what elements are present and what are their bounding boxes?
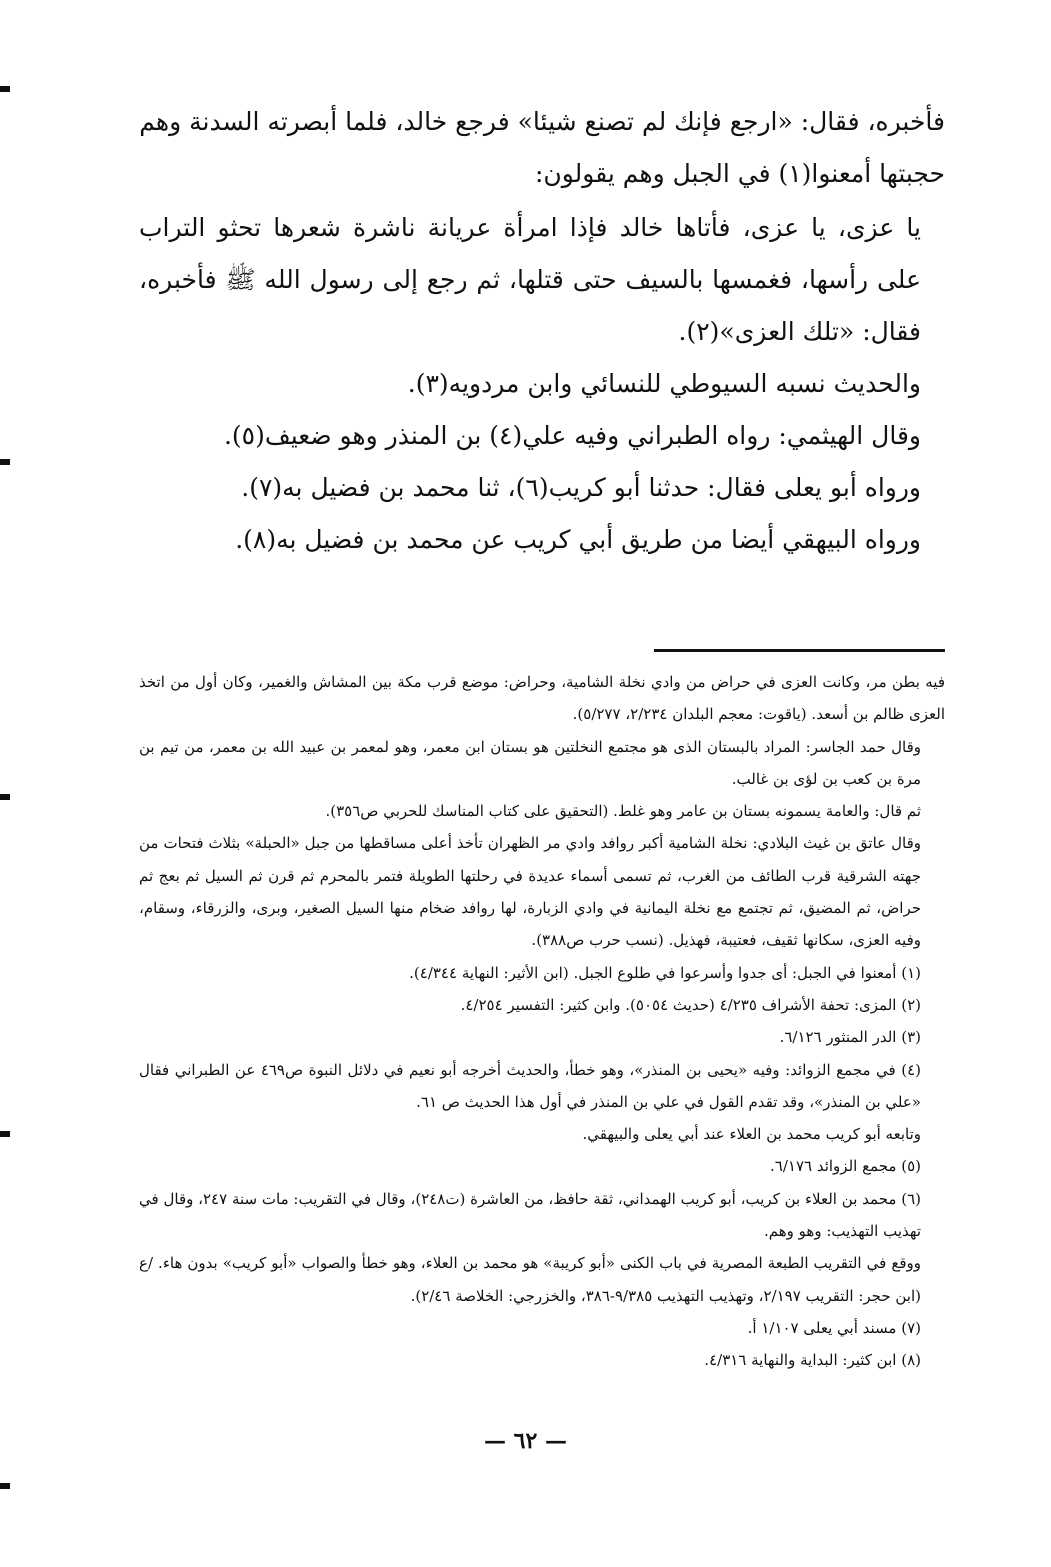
main-paragraph-2: يا عزى، يا عزى، فأتاها خالد فإذا امرأة عريانة ناشرة شعرها تحثو التراب على رأسها، فغمسها بالسيف حتى قتلها، ثم رجع إلى رسول الله ﷺ فأخبره، فقال: «تلك العزى»(٢). (139, 213, 921, 346)
footnote-1: (١) أمعنوا في الجبل: أى جدوا وأسرعوا في طلوع الجبل. (ابن الأثير: النهاية ٤/٣٤٤). (409, 963, 921, 982)
footnote-separator (654, 649, 945, 652)
main-line: فأخبره، فقال: «ارجع فإنك لم تصنع شيئا» فرجع خالد، فلما أبصرته السدنة وهم (139, 107, 945, 136)
footnote-continuation: وقال حمد الجاسر: المراد بالبستان الذى هو مجتمع النخلتين هو بستان ابن معمر، وهو لمعمر بن عبيد الله بن معمر، من تيم بن مرة بن كعب بن لؤى بن غالب. (139, 737, 921, 788)
main-text (139, 96, 945, 566)
footnote-6-continuation: ووقع في التقريب الطبعة المصرية في باب الكنى «أبو كريبة» هو محمد بن العلاء، وهو خطأ والصواب «أبو كريب» بدون هاء. /ع (ابن حجر: التقريب ٢/١٩٧، وتهذيب التهذيب ٩/٣٨٥-٣٨٦، والخزرجي: الخلاصة ٢/٤٦). (139, 1254, 921, 1305)
main-line: حجبتها أمعنوا(١) في الجبل وهم يقولون: (534, 159, 945, 188)
scan-margin-mark (0, 1483, 10, 1489)
main-paragraph-3: والحديث نسبه السيوطي للنسائي وابن مردويه(٣). (407, 369, 921, 398)
scan-margin-mark (0, 794, 10, 800)
main-paragraph-4: وقال الهيثمي: رواه الطبراني وفيه علي(٤) بن المنذر وهو ضعيف(٥). (223, 421, 921, 450)
footnote-continuation: وقال عاتق بن غيث البلادي: نخلة الشامية أكبر روافد وادي مر الظهران تأخذ أعلى مساقطها من جبل «الحبلة» بثلاث فتحات من جهته الشرقية قرب الطائف من الغرب، ثم تسمى أسماء عديدة في رحلتها الطويلة فتمر بالمحرم ثم قرن ثم السيل ثم بعج ثم حراض، ثم المضيق، ثم تجتمع مع نخلة اليمانية في وادي الزبارة، لها روافد ضخام منها السيل الصغير، وبرى، والزرقاء، وسقام، وفيه العزى، سكانها ثقيف، فعتيبة، فهذيل. (نسب حرب ص٣٨٨). (139, 834, 921, 950)
page-number: — ٦٢ — (484, 1428, 567, 1454)
main-paragraph-6: ورواه البيهقي أيضا من طريق أبي كريب عن محمد بن فضيل به(٨). (235, 525, 921, 554)
footnote-6: (٦) محمد بن العلاء بن كريب، أبو كريب الهمداني، ثقة حافظ، من العاشرة (ت٢٤٨)، وقال في التقريب: مات سنة ٢٤٧، وقال في تهذيب التهذيب: وهو وهم. (139, 1189, 922, 1241)
scan-margin-mark (0, 1131, 10, 1137)
footnotes (139, 666, 945, 1377)
scan-margin-mark (0, 86, 10, 92)
footnote-3: (٣) الدر المنثور ٦/١٢٦. (779, 1028, 921, 1047)
footnote-4-continuation: وتابعه أبو كريب محمد بن العلاء عند أبي يعلى والبيهقي. (582, 1125, 921, 1144)
footnote-2: (٢) المزى: تحفة الأشراف ٤/٢٣٥ (حديث ٥٠٥٤). وابن كثير: التفسير ٤/٢٥٤. (460, 995, 921, 1014)
footnote-7: (٧) مسند أبي يعلى ١/١٠٧ أ. (747, 1318, 921, 1337)
footnote-4: (٤) في مجمع الزوائد: وفيه «يحيى بن المنذر»، وهو خطأ، والحديث أخرجه أبو نعيم في دلائل النبوة ص٤٦٩ عن الطبراني فقال «علي بن المنذر»، وقد تقدم القول في علي بن المنذر في أول هذا الحديث ص ٦١. (139, 1060, 922, 1111)
scan-margin-mark (0, 459, 10, 465)
main-paragraph-1 (139, 96, 945, 200)
footnote-continuation: ثم قال: والعامة يسمونه بستان بن عامر وهو غلط. (التحقيق على كتاب المناسك للحربي ص٣٥٦). (325, 802, 921, 821)
footnote-8: (٨) ابن كثير: البداية والنهاية ٤/٣١٦. (704, 1351, 921, 1370)
main-paragraph-5: ورواه أبو يعلى فقال: حدثنا أبو كريب(٦)، ثنا محمد بن فضيل به(٧). (241, 473, 921, 502)
footnote-5: (٥) مجمع الزوائد ٦/١٧٦. (770, 1157, 921, 1176)
footnote-continuation: فيه بطن مر، وكانت العزى في حراض من وادي نخلة الشامية، وحراض: موضع قرب مكة بين المشاش والغمير، وكان أول من اتخذ العزى ظالم بن أسعد. (ياقوت: معجم البلدان ٢/٢٣٤، ٥/٢٧٧). (139, 673, 945, 724)
